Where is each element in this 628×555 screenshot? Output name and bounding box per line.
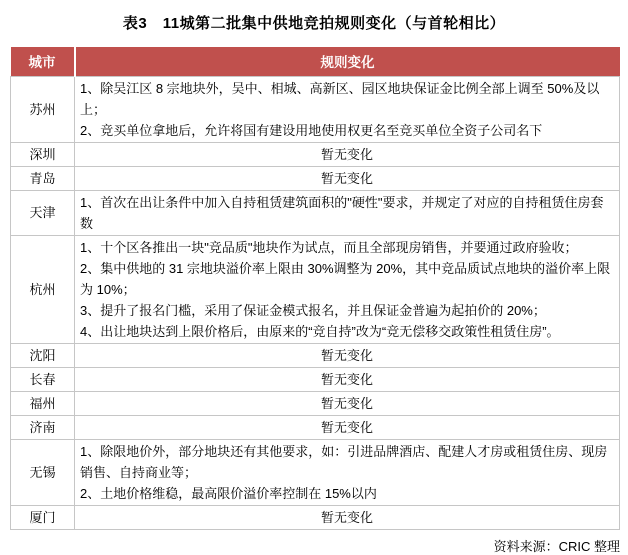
city-cell: 杭州	[11, 235, 75, 343]
no-change-text: 暂无变化	[320, 170, 373, 186]
no-change-text: 暂无变化	[320, 146, 373, 162]
rules-cell	[75, 439, 620, 505]
page-title: 表3 11城第二批集中供地竞拍规则变化（与首轮相比）	[122, 15, 506, 32]
rule-line: 2、土地价格维稳，最高限价溢价率控制在 15%以内	[80, 485, 377, 501]
no-change-text: 暂无变化	[320, 395, 373, 411]
rule-line: 1、首次在出让条件中加入自持租赁建筑面积的"硬性"要求，并规定了对应的自持租赁住房套数	[80, 194, 604, 231]
table-row-suzhou	[11, 76, 620, 142]
city-cell: 深圳	[11, 142, 75, 166]
table-row-jinan	[11, 415, 620, 439]
rules-cell	[75, 235, 620, 343]
rule-line: 2、集中供地的 31 宗地块溢价率上限由 30%调整为 20%，其中竞品质试点地块的溢价率上限为 10%；	[80, 260, 611, 297]
land-auction-rules-table	[10, 47, 620, 530]
header-rules: 规则变化	[75, 47, 620, 76]
table-row-xiamen	[11, 505, 620, 529]
rules-cell	[75, 415, 620, 439]
rules-cell	[75, 166, 620, 190]
rule-line: 2、竞买单位拿地后，允许将国有建设用地使用权更名至竞买单位全资子公司名下	[80, 122, 543, 138]
source-note: 资料来源：CRIC 整理	[493, 538, 620, 554]
city-cell: 厦门	[11, 505, 75, 529]
rules-cell	[75, 343, 620, 367]
table-row-fuzhou	[11, 391, 620, 415]
city-cell: 青岛	[11, 166, 75, 190]
city-cell: 无锡	[11, 439, 75, 505]
table-row-qingdao	[11, 166, 620, 190]
rule-line: 1、除吴江区 8 宗地块外，吴中、相城、高新区、园区地块保证金比例全部上调至 50%及以上；	[80, 80, 600, 117]
table-row-tianjin	[11, 190, 620, 235]
no-change-text: 暂无变化	[320, 347, 373, 363]
rules-cell	[75, 76, 620, 142]
rules-cell	[75, 391, 620, 415]
table-row-wuxi	[11, 439, 620, 505]
rule-line: 1、十个区各推出一块"竞品质"地块作为试点，而且全部现房销售，并要通过政府验收；	[80, 239, 578, 255]
rule-line: 3、提升了报名门槛，采用了保证金模式报名，并且保证金普遍为起拍价的 20%；	[80, 302, 546, 318]
city-cell: 长春	[11, 367, 75, 391]
table-row-shenzhen	[11, 142, 620, 166]
city-cell: 福州	[11, 391, 75, 415]
no-change-text: 暂无变化	[320, 509, 373, 525]
rules-cell	[75, 190, 620, 235]
no-change-text: 暂无变化	[320, 371, 373, 387]
city-cell: 沈阳	[11, 343, 75, 367]
table-row-changchun	[11, 367, 620, 391]
city-cell: 苏州	[11, 76, 75, 142]
table-row-shenyang	[11, 343, 620, 367]
rules-cell	[75, 367, 620, 391]
table-row-hangzhou	[11, 235, 620, 343]
rule-line: 4、出让地块达到上限价格后，由原来的“竞自持”改为“竞无偿移交政策性租赁住房”。	[80, 323, 560, 339]
rules-cell	[75, 505, 620, 529]
table-header-row	[11, 47, 620, 76]
rule-line: 1、除限地价外，部分地块还有其他要求，如：引进品牌酒店、配建人才房或租赁住房、现房销售、自持商业等；	[80, 443, 608, 480]
rules-cell	[75, 142, 620, 166]
header-city: 城市	[11, 47, 75, 76]
no-change-text: 暂无变化	[320, 419, 373, 435]
city-cell: 天津	[11, 190, 75, 235]
city-cell: 济南	[11, 415, 75, 439]
